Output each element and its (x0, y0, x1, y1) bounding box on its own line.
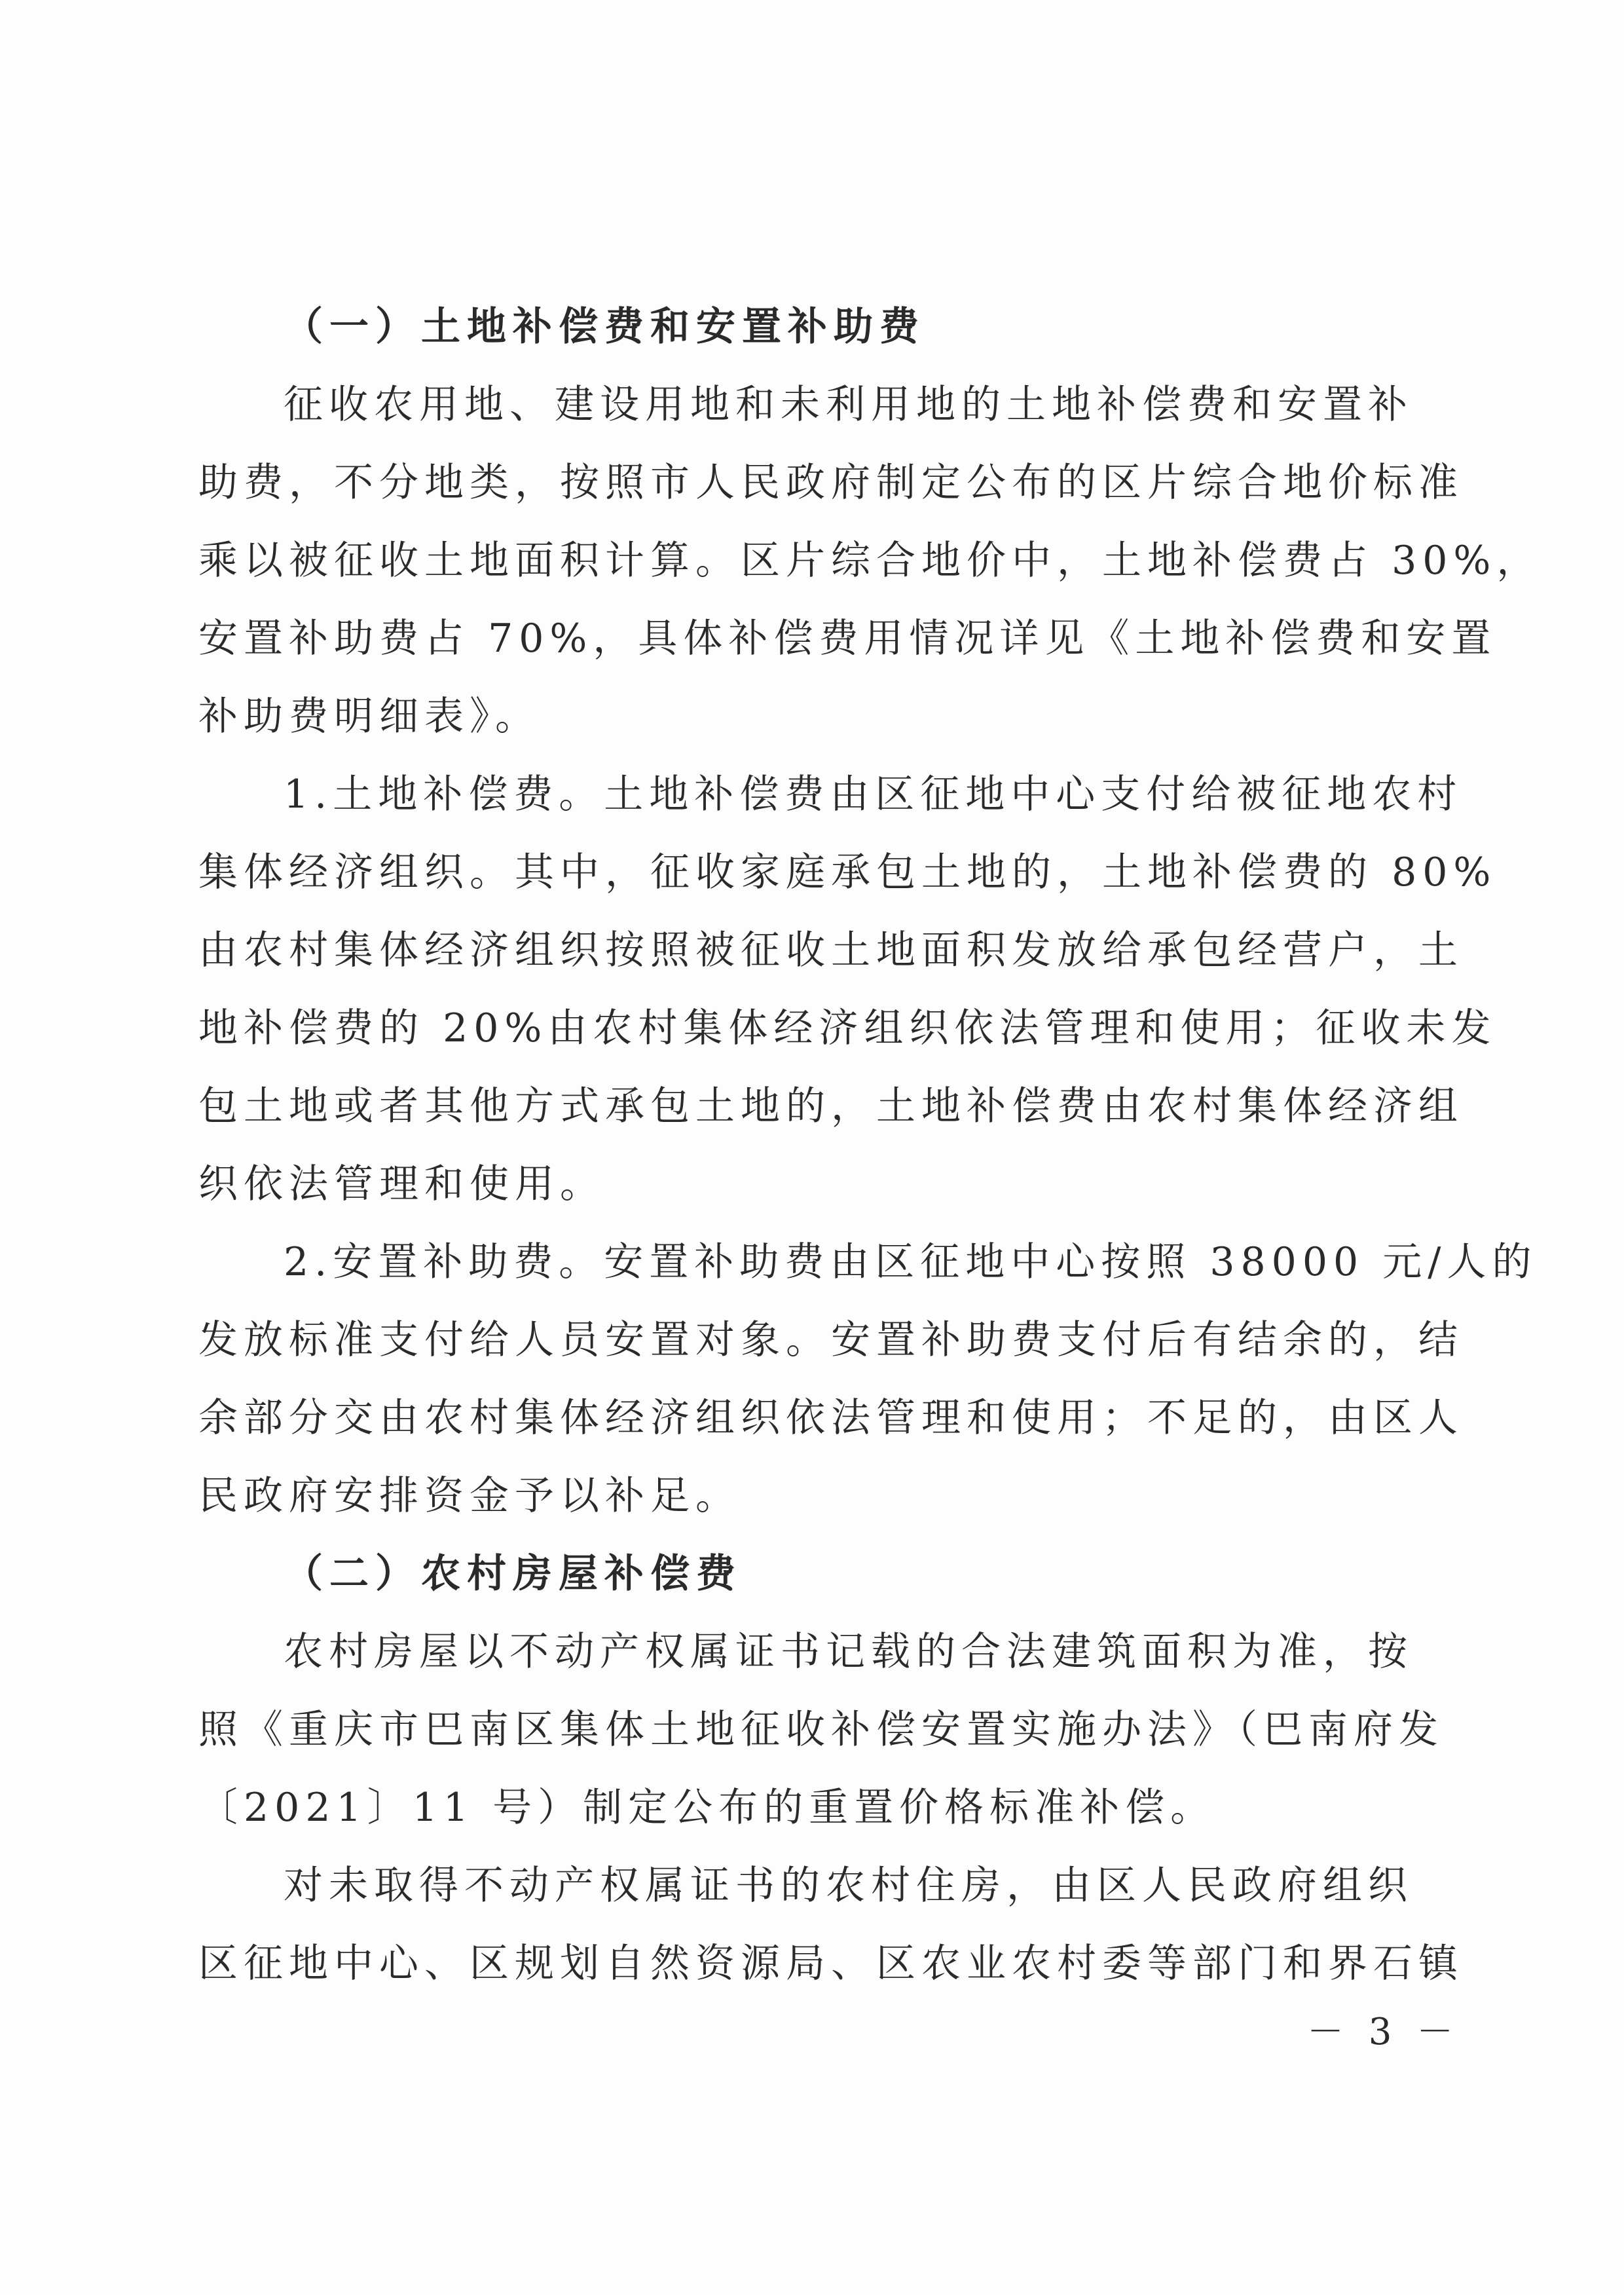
paragraph-line: 1.土地补偿费。土地补偿费由区征地中心支付给被征地农村 (284, 772, 1463, 817)
paragraph-line: 包土地或者其他方式承包土地的，土地补偿费由农村集体经济组 (198, 1083, 1464, 1129)
paragraph-line: 〔2021〕11 号）制定公布的重置价格标准补偿。 (198, 1785, 1216, 1831)
paragraph-line: 照《重庆市巴南区集体土地征收补偿安置实施办法》（巴南府发 (198, 1707, 1444, 1753)
section-heading-2: （二）农村房屋补偿费 (284, 1551, 742, 1597)
paragraph-line: 由农村集体经济组织按照被征收土地面积发放给承包经营户，土 (198, 927, 1464, 973)
paragraph-line: 助费，不分地类，按照市人民政府制定公布的区片综合地价标准 (198, 460, 1464, 506)
paragraph-line: 征收农用地、建设用地和未利用地的土地补偿费和安置补 (284, 382, 1413, 428)
paragraph-line: 集体经济组织。其中，征收家庭承包土地的，土地补偿费的 80% (198, 849, 1497, 895)
paragraph-line: 织依法管理和使用。 (198, 1161, 605, 1207)
paragraph-land-compensation-overview (198, 366, 1542, 756)
paragraph-housing-compensation (198, 1613, 1444, 1847)
paragraph-line: 乘以被征收土地面积计算。区片综合地价中，土地补偿费占 30%， (198, 538, 1542, 584)
paragraph-line: 2.安置补助费。安置补助费由区征地中心按照 38000 元/人的 (284, 1239, 1538, 1285)
paragraph-line: 安置补助费占 70%，具体补偿费用情况详见《土地补偿费和安置 (198, 616, 1497, 662)
section-heading-1: （一）土地补偿费和安置补助费 (284, 304, 925, 350)
page-number: － 3 － (1307, 2011, 1460, 2053)
paragraph-line: 区征地中心、区规划自然资源局、区农业农村委等部门和界石镇 (198, 1941, 1464, 1987)
paragraph-land-compensation-fee (198, 756, 1497, 1223)
paragraph-line: 发放标准支付给人员安置对象。安置补助费支付后有结余的，结 (198, 1317, 1464, 1363)
paragraph-line: 农村房屋以不动产权属证书记载的合法建筑面积为准，按 (284, 1629, 1413, 1675)
paragraph-resettlement-subsidy (198, 1223, 1538, 1535)
paragraph-uncertified-housing (198, 1847, 1464, 2003)
paragraph-line: 地补偿费的 20%由农村集体经济组织依法管理和使用；征收未发 (198, 1005, 1497, 1051)
paragraph-line: 民政府安排资金予以补足。 (198, 1473, 741, 1519)
paragraph-line: 对未取得不动产权属证书的农村住房，由区人民政府组织 (284, 1863, 1413, 1909)
document-body (198, 288, 1542, 2003)
paragraph-line: 补助费明细表》。 (198, 694, 540, 739)
paragraph-line: 余部分交由农村集体经济组织依法管理和使用；不足的，由区人 (198, 1395, 1464, 1441)
